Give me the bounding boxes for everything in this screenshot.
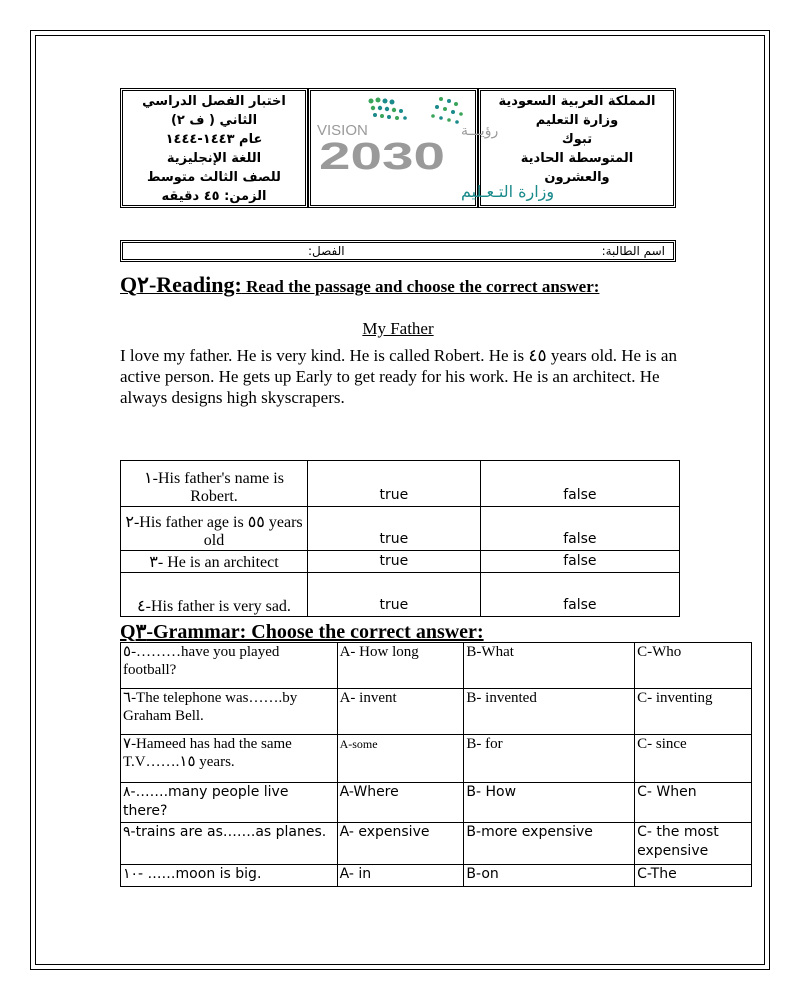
school-line: المتوسطة الحادية: [520, 151, 634, 166]
table-row: [121, 461, 680, 507]
true-false-table: [120, 460, 680, 617]
exam-line: عام ١٤٤٣-١٤٤٤: [165, 132, 263, 147]
option-b[interactable]: B-What: [464, 643, 635, 689]
false-option[interactable]: false: [480, 573, 679, 617]
option-b[interactable]: B-more expensive: [464, 823, 635, 865]
question-cell: ٩-trains are as…….as planes.: [121, 823, 338, 865]
school-line: تبوك: [561, 132, 593, 147]
exam-info-box: [120, 88, 308, 208]
option-b[interactable]: B- How: [464, 783, 635, 823]
option-c[interactable]: C- inventing: [635, 689, 752, 735]
q3-title: Q٣-Grammar: Choose the correct answer:: [120, 621, 484, 643]
true-option[interactable]: true: [308, 573, 481, 617]
option-c[interactable]: C- the most expensive: [635, 823, 752, 865]
passage-title: My Father: [362, 319, 434, 338]
question-cell: ٦-The telephone was…….by Graham Bell.: [121, 689, 338, 735]
question-cell: ٧-Hameed has had the same T.V…….١٥ years.: [121, 735, 338, 783]
statement-cell: ٢-His father age is ٥٥ years old: [121, 507, 308, 551]
option-a[interactable]: A- invent: [337, 689, 464, 735]
false-option[interactable]: false: [480, 551, 679, 573]
exam-line: الزمن: ٤٥ دقيقه: [161, 189, 267, 204]
option-a[interactable]: A- expensive: [337, 823, 464, 865]
option-a[interactable]: A-Where: [337, 783, 464, 823]
table-row: [121, 823, 752, 865]
school-line: والعشرون: [544, 170, 610, 185]
vision-2030-logo: [311, 91, 555, 205]
q2-title-prefix: Q٢-Reading:: [120, 272, 242, 297]
grammar-table: [120, 642, 752, 887]
ministry-ar-text: وزارة التـعـليم: [461, 182, 555, 201]
option-c[interactable]: C-The: [635, 865, 752, 887]
table-row: [121, 507, 680, 551]
vision-ar-text: رؤيـــة: [461, 123, 499, 139]
exam-line: الثاني ( ف ٢): [170, 113, 258, 128]
table-row: [121, 573, 680, 617]
table-row: [121, 783, 752, 823]
option-c[interactable]: C-Who: [635, 643, 752, 689]
true-option[interactable]: true: [308, 551, 481, 573]
option-b[interactable]: B- invented: [464, 689, 635, 735]
question-cell: ٨-…….many people live there?: [121, 783, 338, 823]
dots-pattern: [369, 97, 463, 124]
class-label: الفصل:: [308, 244, 345, 258]
exam-line: اختبار الفصل الدراسي: [142, 94, 286, 109]
option-a[interactable]: A- in: [337, 865, 464, 887]
table-row: [121, 643, 752, 689]
school-line: المملكة العربية السعودية: [498, 94, 656, 109]
true-option[interactable]: true: [308, 461, 481, 507]
school-line: وزارة التعليم: [535, 113, 619, 128]
question-cell: ١٠- ……moon is big.: [121, 865, 338, 887]
option-c[interactable]: C- since: [635, 735, 752, 783]
true-option[interactable]: true: [308, 507, 481, 551]
statement-cell: ١-His father's name is Robert.: [121, 461, 308, 507]
vision-en-text: VISION: [317, 122, 368, 139]
q2-title-rest: Read the passage and choose the correct answer:: [241, 277, 600, 296]
exam-line: اللغة الإنجليزية: [166, 151, 262, 166]
statement-cell: ٤-His father is very sad.: [121, 573, 308, 617]
exam-header: [120, 88, 676, 210]
statement-cell: ٣- He is an architect: [121, 551, 308, 573]
q2-title: [120, 274, 680, 297]
student-name-bar: [120, 240, 676, 262]
table-row: [121, 735, 752, 783]
table-row: [121, 865, 752, 887]
false-option[interactable]: false: [480, 461, 679, 507]
option-b[interactable]: B-on: [464, 865, 635, 887]
reading-passage: I love my father. He is very kind. He is called Robert. He is ٤٥ years old. He is an active person. He gets up Early to get ready for his work. He is an architect. He always designs high skyscrapers.: [120, 346, 677, 407]
option-b[interactable]: B- for: [464, 735, 635, 783]
option-a[interactable]: A- How long: [337, 643, 464, 689]
year-text: 2030: [319, 136, 445, 178]
table-row: [121, 689, 752, 735]
logo-box: [308, 88, 555, 208]
question-cell: ٥-………have you played football?: [121, 643, 338, 689]
exam-line: للصف الثالث متوسط: [147, 170, 281, 185]
student-name-label: اسم الطالبة:: [601, 244, 665, 258]
option-c[interactable]: C- When: [635, 783, 752, 823]
option-a[interactable]: A-some: [337, 735, 464, 783]
false-option[interactable]: false: [480, 507, 679, 551]
table-row: [121, 551, 680, 573]
